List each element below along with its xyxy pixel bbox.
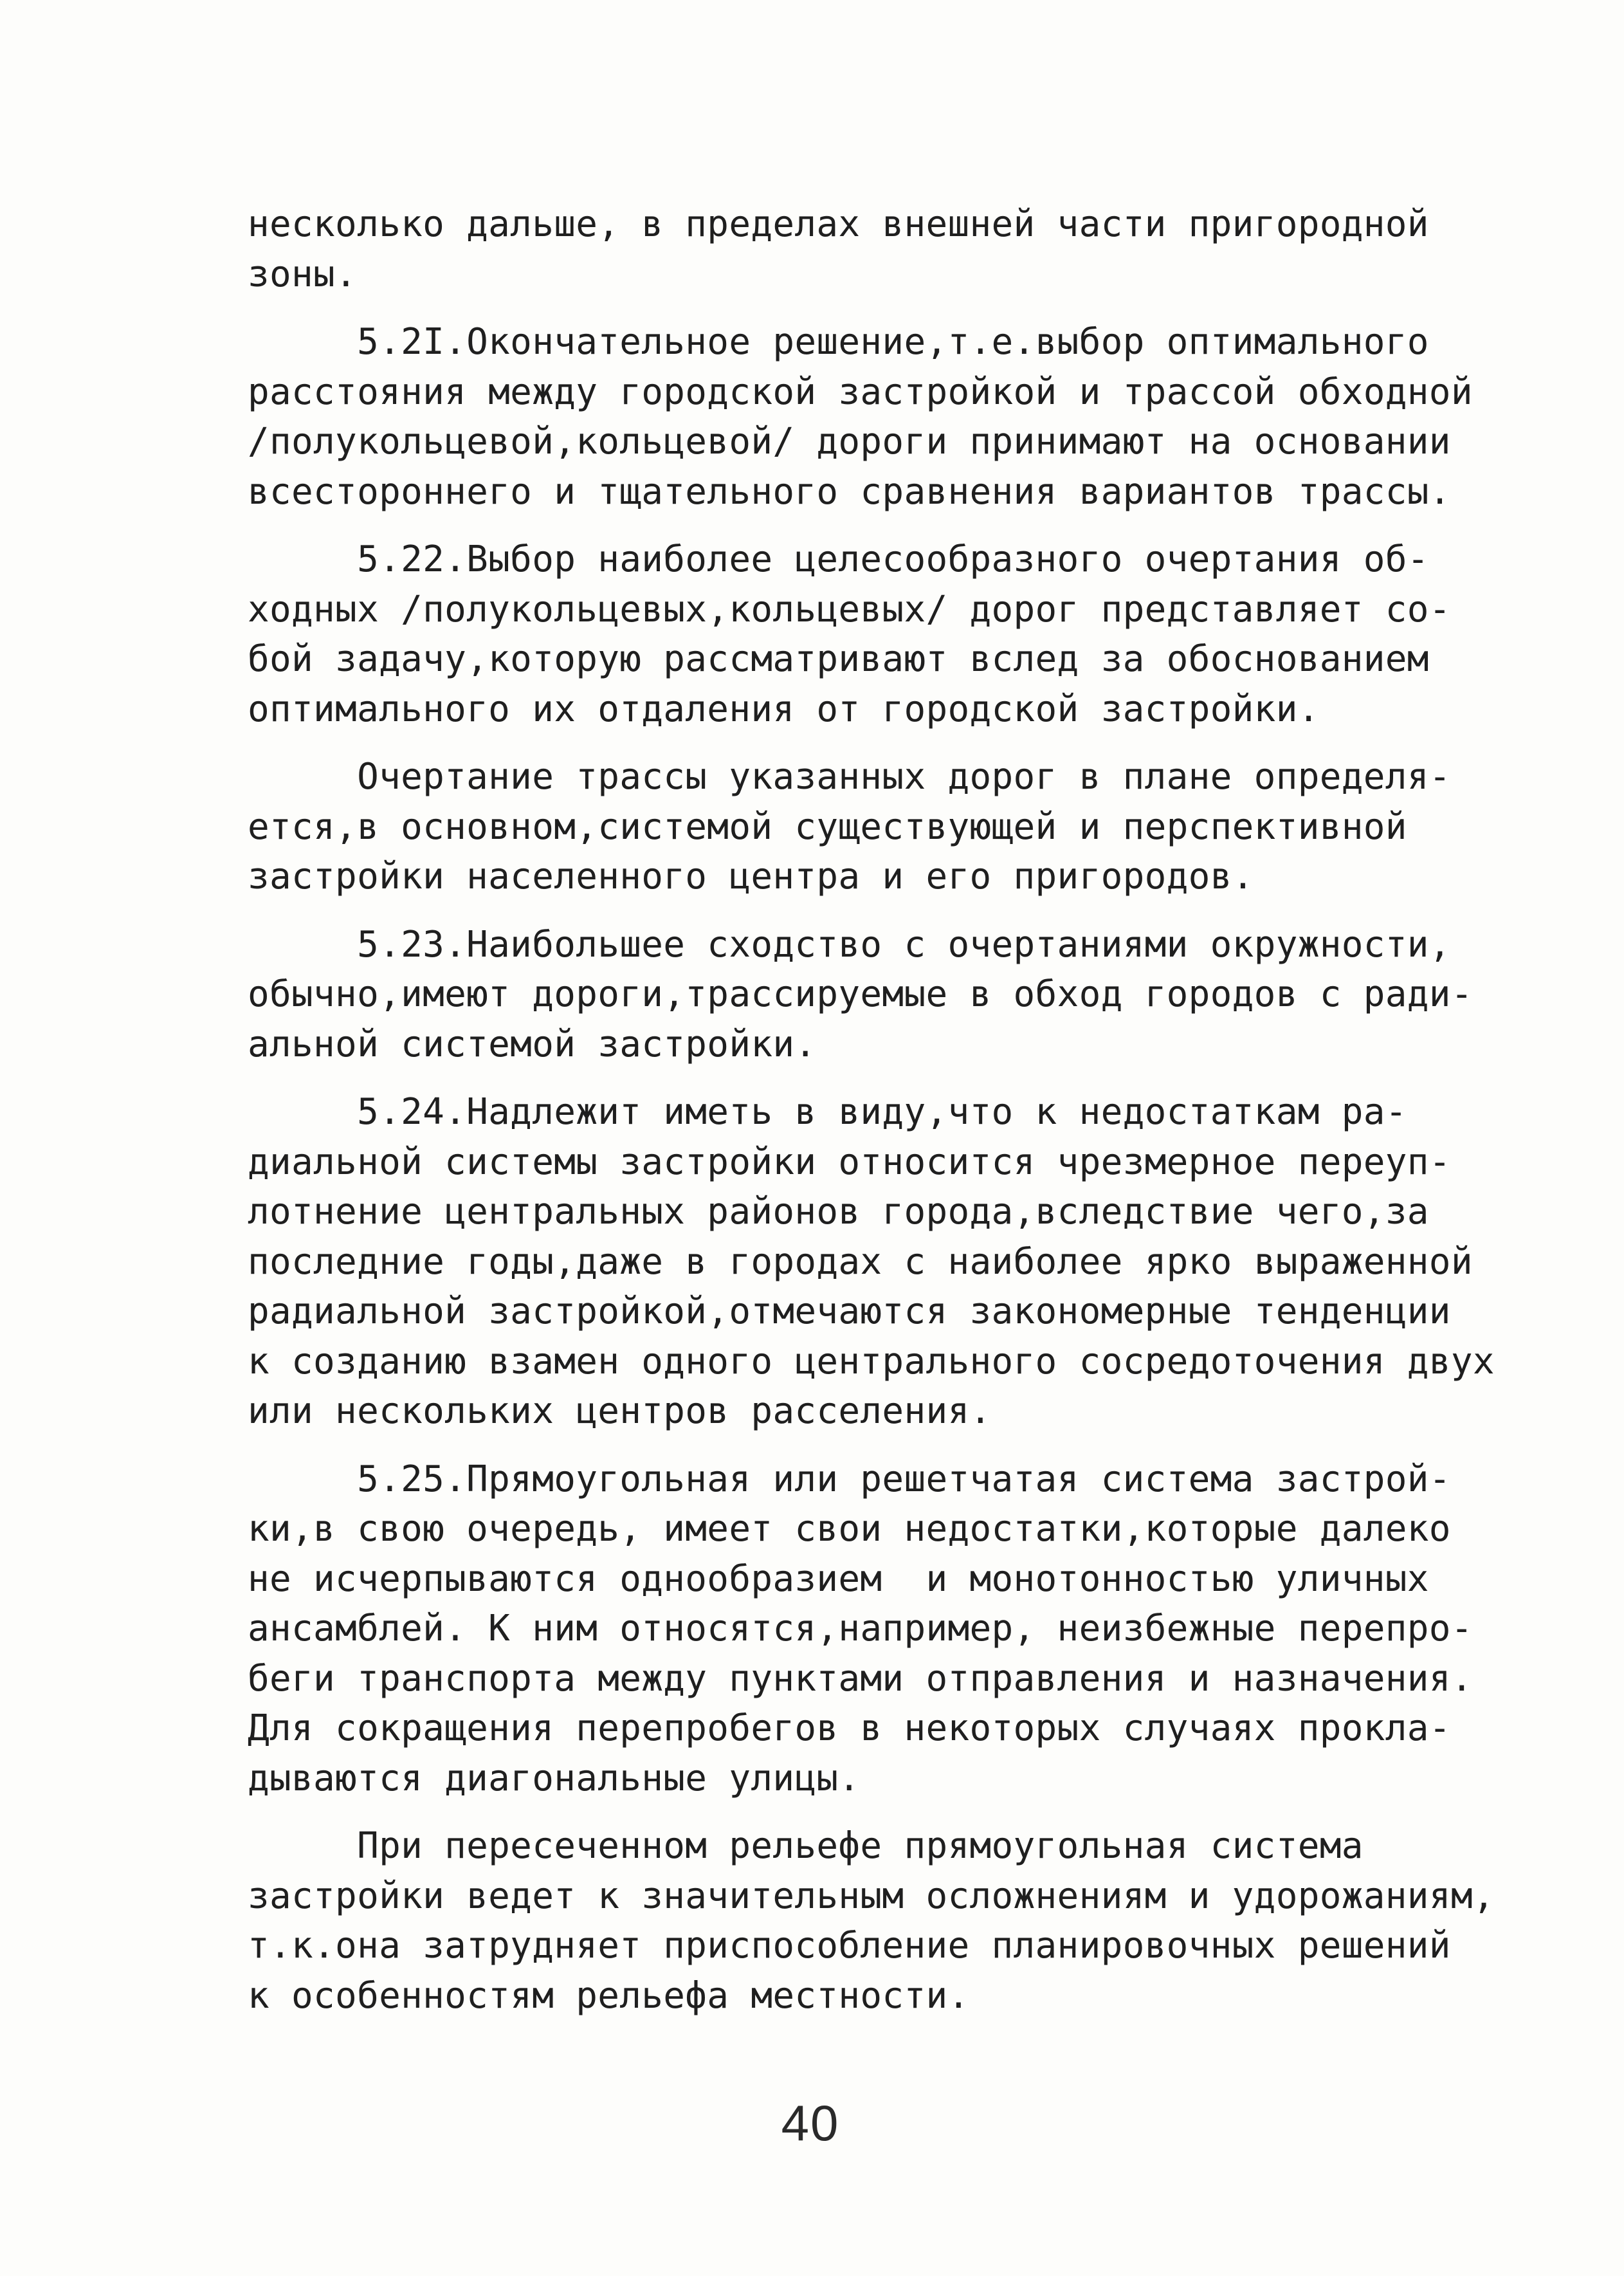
text-line: к особенностям рельефа местности.: [248, 1974, 970, 2017]
text-line: 5.25.Прямоугольная или решетчатая система застрой-: [248, 1458, 1451, 1500]
text-line: застройки ведет к значительным осложнениям и удорожаниям,: [248, 1875, 1495, 1917]
text-line: диальной системы застройки относится чрезмерное переуп-: [248, 1141, 1451, 1183]
text-line: дываются диагональные улицы.: [248, 1757, 861, 1799]
text-line: Для сокращения перепробегов в некоторых случаях прокла-: [248, 1707, 1451, 1749]
text-line: /полукольцевой,кольцевой/ дороги принимают на основании: [248, 421, 1451, 463]
text-line: или нескольких центров расселения.: [248, 1390, 992, 1432]
text-line: бой задачу,которую рассматривают вслед за обоснованием: [248, 638, 1429, 680]
paragraph-gap: [248, 734, 1457, 752]
text-line: застройки населенного центра и его пригородов.: [248, 856, 1254, 897]
text-line: ансамблей. К ним относятся,например, неизбежные перепро-: [248, 1608, 1473, 1649]
text-line: альной системой застройки.: [248, 1023, 817, 1065]
paragraph: [248, 1821, 1495, 2021]
paragraph-gap: [248, 1803, 1457, 1821]
text-line: ходных /полукольцевых,кольцевых/ дорог представляет со-: [248, 588, 1451, 630]
text-line: лотнение центральных районов города,вследствие чего,за: [248, 1191, 1429, 1233]
text-line: 5.23.Наибольшее сходство с очертаниями окружности,: [248, 923, 1451, 966]
body-text: [248, 199, 1495, 2021]
text-line: беги транспорта между пунктами отправления и назначения.: [248, 1657, 1473, 1700]
text-line: 5.24.Надлежит иметь в виду,что к недостаткам ра-: [248, 1091, 1407, 1133]
text-line: радиальной застройкой,отмечаются закономерные тенденции: [248, 1290, 1451, 1332]
text-line: При пересеченном рельефе прямоугольная система: [248, 1825, 1364, 1867]
text-line: Очертание трассы указанных дорог в плане определя-: [248, 756, 1451, 798]
paragraph: [248, 1455, 1473, 1804]
paragraph-gap: [248, 902, 1457, 920]
paragraph: [248, 535, 1457, 734]
text-line: несколько дальше, в пределах внешней части пригородной: [248, 203, 1429, 245]
paragraph: [248, 317, 1473, 517]
paragraph-gap: [248, 517, 1457, 535]
text-line: ется,в основном,системой существующей и перспективной: [248, 805, 1407, 848]
paragraph-gap: [248, 1436, 1457, 1455]
text-line: расстояния между городской застройкой и трассой обходной: [248, 371, 1473, 413]
text-line: последние годы,даже в городах с наиболее ярко выраженной: [248, 1240, 1473, 1283]
text-line: 5.22.Выбор наиболее целесообразного очертания об-: [248, 538, 1429, 580]
paragraph: [248, 1087, 1495, 1436]
text-line: зоны.: [248, 253, 358, 295]
paragraph: [248, 752, 1457, 902]
paragraph-gap: [248, 1069, 1457, 1087]
text-line: всестороннего и тщательного сравнения вариантов трассы.: [248, 470, 1451, 513]
paragraph: [248, 199, 1457, 299]
paragraph: [248, 920, 1473, 1070]
text-line: к созданию взамен одного центрального сосредоточения двух: [248, 1340, 1495, 1382]
text-line: не исчерпываются однообразием и монотонностью уличных: [248, 1557, 1429, 1600]
text-line: 5.2I.Окончательное решение,т.е.выбор оптимального: [248, 321, 1429, 363]
page-number: 40: [781, 2095, 840, 2151]
text-line: т.к.она затрудняет приспособление планировочных решений: [248, 1925, 1451, 1967]
text-line: обычно,имеют дороги,трассируемые в обход городов с ради-: [248, 973, 1473, 1015]
paragraph-gap: [248, 299, 1457, 317]
text-line: оптимального их отдаления от городской застройки.: [248, 688, 1320, 730]
text-line: ки,в свою очередь, имеет свои недостатки,которые далеко: [248, 1508, 1451, 1550]
